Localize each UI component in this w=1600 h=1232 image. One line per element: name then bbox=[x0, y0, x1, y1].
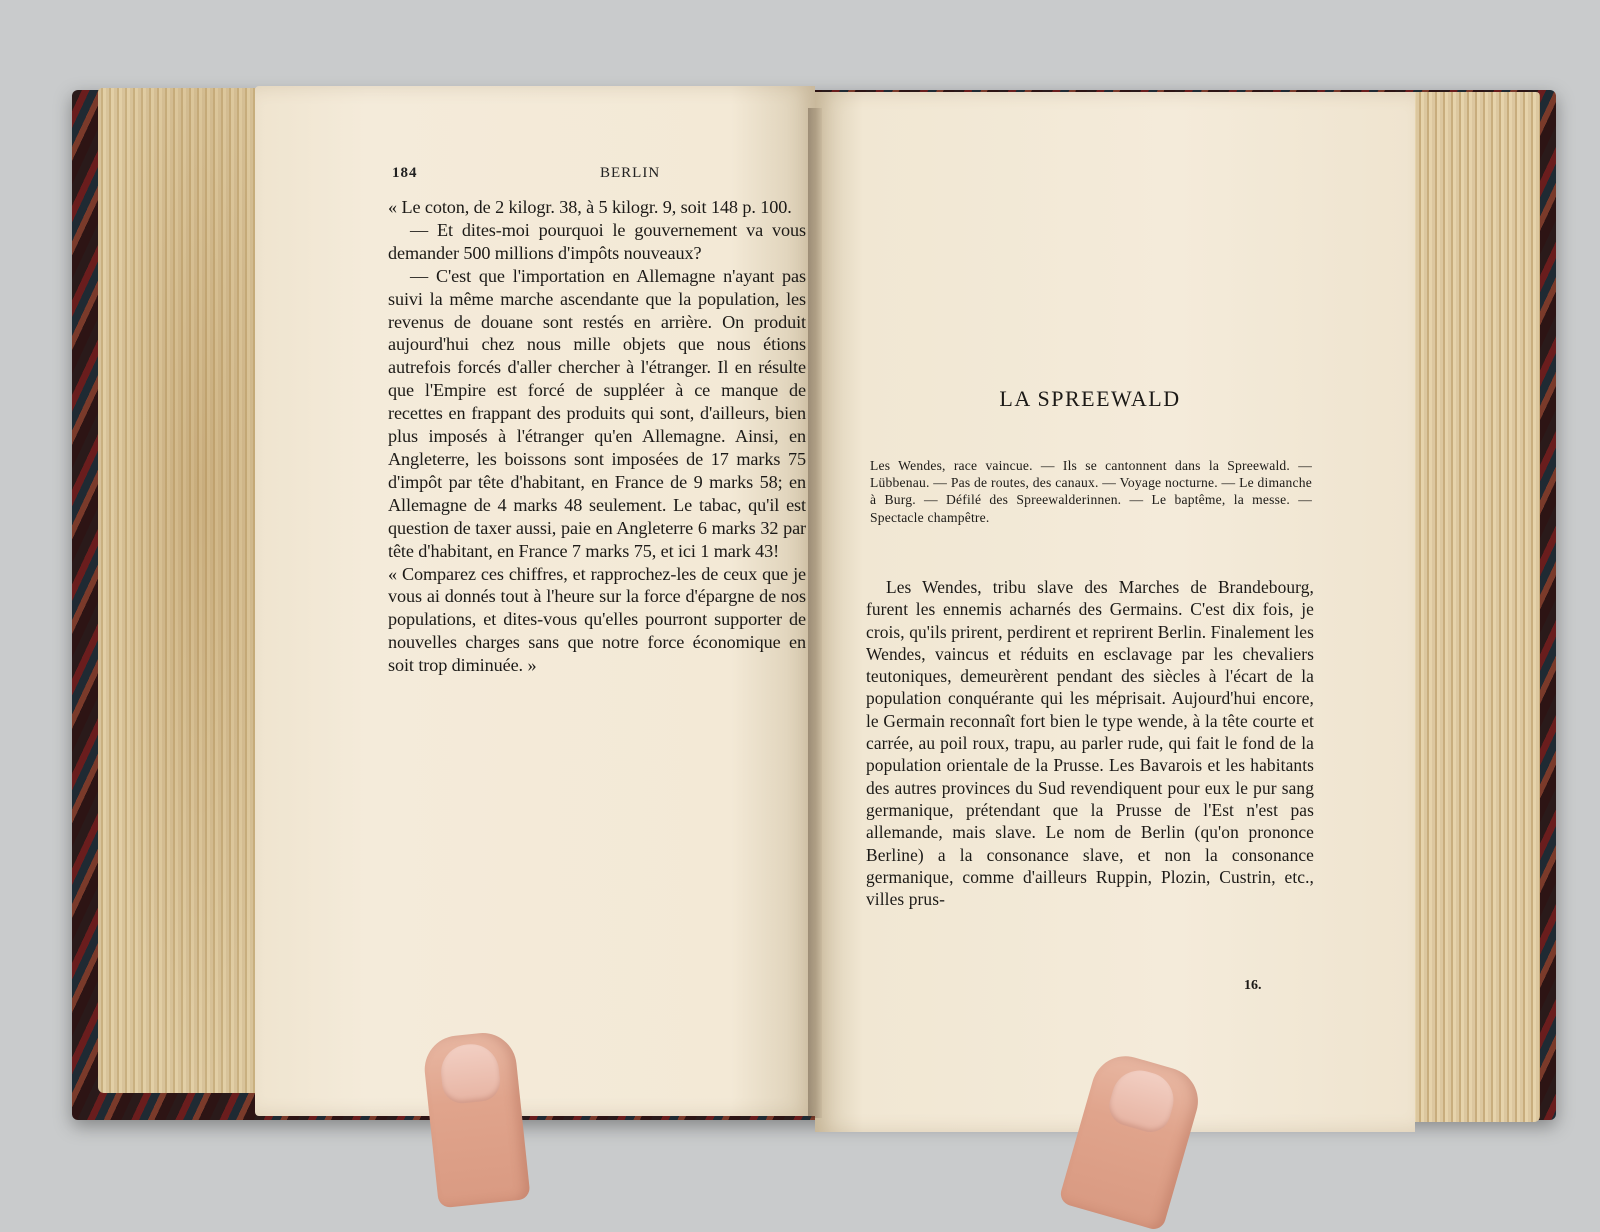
paragraph: « Le coton, de 2 kilogr. 38, à 5 kilogr. 9, soit 148 p. 100. bbox=[388, 197, 792, 217]
paragraph: — C'est que l'importation en Allemagne n'ayant pas suivi la même marche ascendante que la population, les revenus de douane sont restés en arrière. On produit aujourd'hui chez nous mille objets que nous étions autrefois forcés d'aller chercher à l'étranger. Il en résulte que l'Empire est forcé de suppléer à ce manque de recettes en frappant des produits qui sont, d'ailleurs, bien plus imposés à l'étranger qu'en Allemagne. Ainsi, en Angleterre, les boissons sont imposées de 17 marks 75 d'impôt par tête d'habitant, en France de 9 marks 58; en Allemagne de 4 marks 48 seulement. Le tabac, qu'il est question de taxer aussi, paie en Angleterre 6 marks 32 par tête d'habitant, en France 7 marks 75, et ici 1 mark 43! bbox=[388, 265, 806, 561]
chapter-summary: Les Wendes, race vaincue. — Ils se cantonnent dans la Spreewald. — Lübbenau. — Pas de routes, des canaux. — Voyage nocturne. — Le dimanche à Burg. — Défilé des Spreewalderinnen. — Le baptême, la messe. — Spectacle champêtre. bbox=[870, 458, 1312, 525]
book-gutter bbox=[808, 108, 822, 1118]
fingernail bbox=[1105, 1064, 1181, 1137]
paragraph: « Comparez ces chiffres, et rapprochez-les de ceux que je vous ai donnés tout à l'heure sur la force d'épargne de nos populations, et dites-vous qu'elles pourront supporter de nouvelles charges sans que notre force économique en soit trop diminuée. » bbox=[388, 563, 806, 676]
right-page-block-edge bbox=[1400, 92, 1540, 1122]
fingernail bbox=[438, 1041, 502, 1105]
page-number: 184 bbox=[392, 165, 418, 181]
chapter-title: LA SPREEWALD bbox=[999, 386, 1181, 411]
left-finger bbox=[421, 1030, 530, 1209]
left-page-text bbox=[388, 196, 806, 736]
running-title: BERLIN bbox=[600, 165, 661, 181]
right-page-text bbox=[866, 576, 1314, 980]
paragraph: — Et dites-moi pourquoi le gouvernement va vous demander 500 millions d'impôts nouveaux? bbox=[388, 219, 806, 263]
paragraph: Les Wendes, tribu slave des Marches de Brandebourg, furent les ennemis acharnés des Germains. C'est dix fois, je crois, qu'ils prirent, perdirent et reprirent Berlin. Finalement les Wendes, vaincus et réduits en esclavage par les chevaliers teutoniques, demeurèrent pendant des siècles à l'écart de la population conquérante qui les méprisait. Aujourd'hui encore, le Germain reconnaît fort bien le type wende, à la tête courte et carrée, au poil roux, trapu, au parler rude, qui fait le fond de la population orientale de la Prusse. Les Bavarois et les habitants des autres provinces du Sud revendiquent pour eux le pur sang germanique, prétendant que la Prusse de l'Est n'est pas allemande, mais slave. Le nom de Berlin (qu'on prononce Berline) a la consonance slave, et non la consonance germanique, comme d'ailleurs Ruppin, Plozin, Custrin, etc., villes prus- bbox=[866, 577, 1314, 910]
signature-mark: 16. bbox=[1244, 978, 1262, 993]
left-page-block-edge bbox=[98, 88, 268, 1093]
running-head bbox=[392, 165, 800, 187]
